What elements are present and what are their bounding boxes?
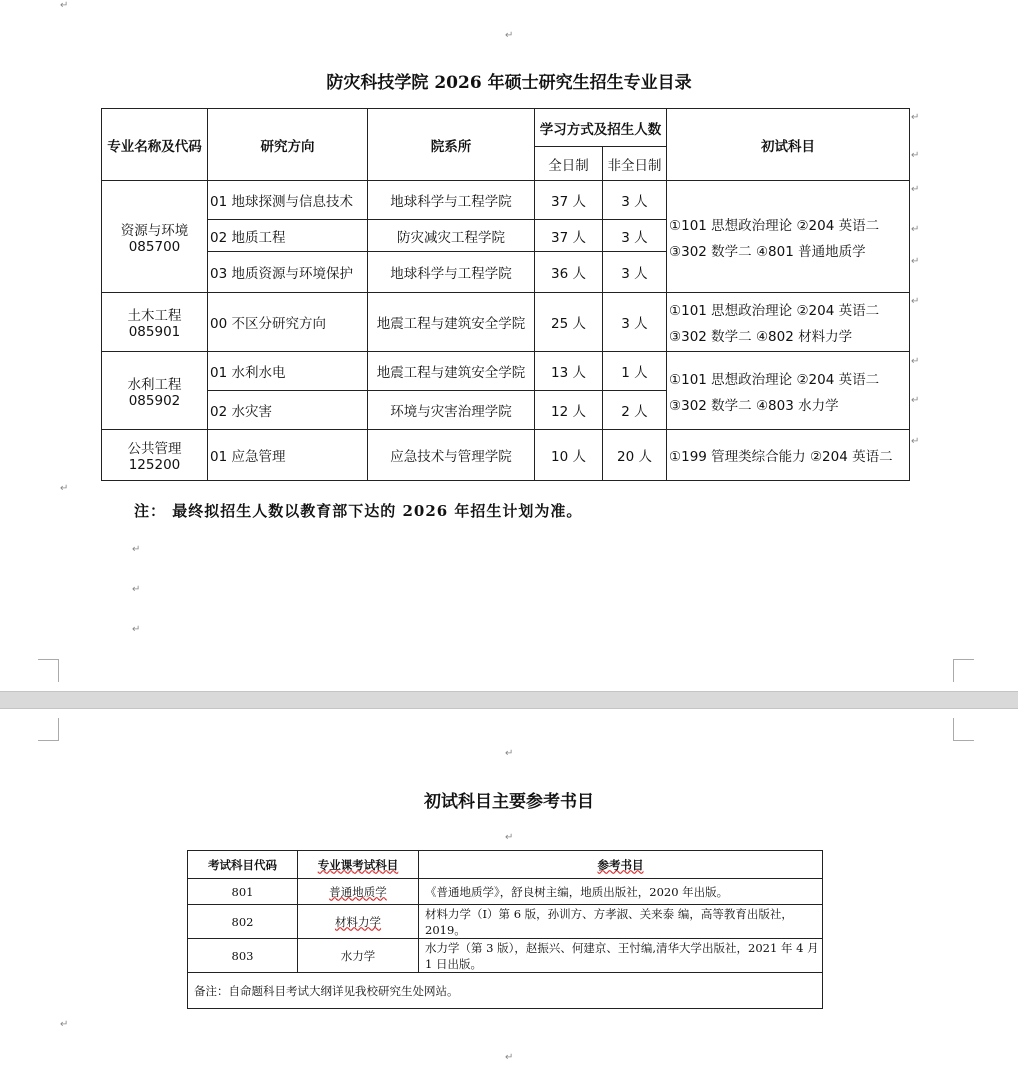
- direction-cell: 01 应急管理: [208, 430, 368, 481]
- paragraph-mark: ↵: [911, 356, 920, 367]
- parttime-cell: 2 人: [603, 391, 667, 430]
- department-cell: 应急技术与管理学院: [368, 430, 535, 481]
- code-cell: 803: [188, 939, 298, 973]
- paragraph-mark: ↵: [505, 748, 514, 759]
- header-fulltime: 全日制: [535, 147, 603, 181]
- paragraph-mark: ↵: [505, 1052, 514, 1063]
- paragraph-mark: ↵: [911, 436, 920, 447]
- parttime-cell: 3 人: [603, 293, 667, 352]
- header-books: 参考书目: [419, 851, 823, 879]
- paragraph-mark: ↵: [911, 296, 920, 307]
- crop-mark: [953, 718, 974, 741]
- table-row: [102, 293, 910, 352]
- department-cell: 地球科学与工程学院: [368, 252, 535, 293]
- paragraph-mark: ↵: [911, 150, 920, 161]
- direction-cell: 01 水利水电: [208, 352, 368, 391]
- header-code: 考试科目代码: [188, 851, 298, 879]
- table-row: [188, 905, 823, 939]
- fulltime-cell: 12 人: [535, 391, 603, 430]
- table-row: [188, 879, 823, 905]
- header-exam: 初试科目: [667, 109, 910, 181]
- department-cell: 防灾减灾工程学院: [368, 220, 535, 252]
- major-cell: 水利工程 085902: [102, 352, 208, 430]
- books-cell: 水力学（第 3 版），赵振兴、何建京、王忖编,清华大学出版社，2021 年 4 月 1 日出版。: [419, 939, 823, 973]
- paragraph-mark: ↵: [505, 832, 514, 843]
- page-title: 防灾科技学院 2026 年硕士研究生招生专业目录: [326, 73, 692, 93]
- header-mode: 学习方式及招生人数: [535, 109, 667, 147]
- major-cell: 土木工程 085901: [102, 293, 208, 352]
- exam-cell: ①101 思想政治理论 ②204 英语二 ③302 数学二 ④801 普通地质学: [667, 181, 910, 293]
- direction-cell: 03 地质资源与环境保护: [208, 252, 368, 293]
- fulltime-cell: 36 人: [535, 252, 603, 293]
- paragraph-mark: ↵: [911, 256, 920, 267]
- fulltime-cell: 10 人: [535, 430, 603, 481]
- header-major: 专业名称及代码: [102, 109, 208, 181]
- header-parttime: 非全日制: [603, 147, 667, 181]
- paragraph-mark: ↵: [60, 0, 69, 11]
- department-cell: 地球科学与工程学院: [368, 181, 535, 220]
- major-cell: 资源与环境 085700: [102, 181, 208, 293]
- fulltime-cell: 25 人: [535, 293, 603, 352]
- paragraph-mark: ↵: [911, 184, 920, 195]
- parttime-cell: 20 人: [603, 430, 667, 481]
- paragraph-mark: ↵: [60, 1019, 69, 1030]
- books-cell: 《普通地质学》，舒良树主编，地质出版社，2020 年出版。: [419, 879, 823, 905]
- exam-cell: ①101 思想政治理论 ②204 英语二 ③302 数学二 ④802 材料力学: [667, 293, 910, 352]
- code-cell: 802: [188, 905, 298, 939]
- parttime-cell: 3 人: [603, 220, 667, 252]
- crop-mark: [953, 659, 974, 682]
- subject-cell: 材料力学: [298, 905, 419, 939]
- paragraph-mark: ↵: [132, 584, 141, 595]
- books-cell: 材料力学（I）第 6 版，孙训方、方孝淑、关来泰 编，高等教育出版社，2019。: [419, 905, 823, 939]
- table-row: [188, 939, 823, 973]
- crop-mark: [38, 718, 59, 741]
- department-cell: 地震工程与建筑安全学院: [368, 352, 535, 391]
- subject-cell: 普通地质学: [298, 879, 419, 905]
- parttime-cell: 1 人: [603, 352, 667, 391]
- table-row: [102, 181, 910, 220]
- paragraph-mark: ↵: [60, 483, 69, 494]
- paragraph-mark: ↵: [132, 624, 141, 635]
- fulltime-cell: 13 人: [535, 352, 603, 391]
- fulltime-cell: 37 人: [535, 181, 603, 220]
- exam-cell: ①101 思想政治理论 ②204 英语二 ③302 数学二 ④803 水力学: [667, 352, 910, 430]
- remark-cell: 备注：自命题科目考试大纲详见我校研究生处网站。: [188, 973, 823, 1009]
- department-cell: 环境与灾害治理学院: [368, 391, 535, 430]
- enrollment-note: 注： 最终拟招生人数以教育部下达的 2026 年招生计划为准。: [134, 502, 583, 520]
- exam-cell: ①199 管理类综合能力 ②204 英语二: [667, 430, 910, 481]
- parttime-cell: 3 人: [603, 181, 667, 220]
- header-department: 院系所: [368, 109, 535, 181]
- page-break: [0, 691, 1018, 709]
- crop-mark: [38, 659, 59, 682]
- paragraph-mark: ↵: [911, 224, 920, 235]
- direction-cell: 02 地质工程: [208, 220, 368, 252]
- admission-table: [101, 108, 910, 481]
- fulltime-cell: 37 人: [535, 220, 603, 252]
- major-cell: 公共管理 125200: [102, 430, 208, 481]
- parttime-cell: 3 人: [603, 252, 667, 293]
- department-cell: 地震工程与建筑安全学院: [368, 293, 535, 352]
- paragraph-mark: ↵: [911, 112, 920, 123]
- paragraph-mark: ↵: [132, 544, 141, 555]
- direction-cell: 02 水灾害: [208, 391, 368, 430]
- table-row: [188, 973, 823, 1009]
- reference-table: [187, 850, 823, 1009]
- page2-title: 初试科目主要参考书目: [424, 792, 594, 812]
- paragraph-mark: ↵: [911, 395, 920, 406]
- direction-cell: 01 地球探测与信息技术: [208, 181, 368, 220]
- header-subject: 专业课考试科目: [298, 851, 419, 879]
- paragraph-mark: ↵: [505, 30, 514, 41]
- table-row: [102, 352, 910, 391]
- header-direction: 研究方向: [208, 109, 368, 181]
- subject-cell: 水力学: [298, 939, 419, 973]
- direction-cell: 00 不区分研究方向: [208, 293, 368, 352]
- table-row: [102, 430, 910, 481]
- code-cell: 801: [188, 879, 298, 905]
